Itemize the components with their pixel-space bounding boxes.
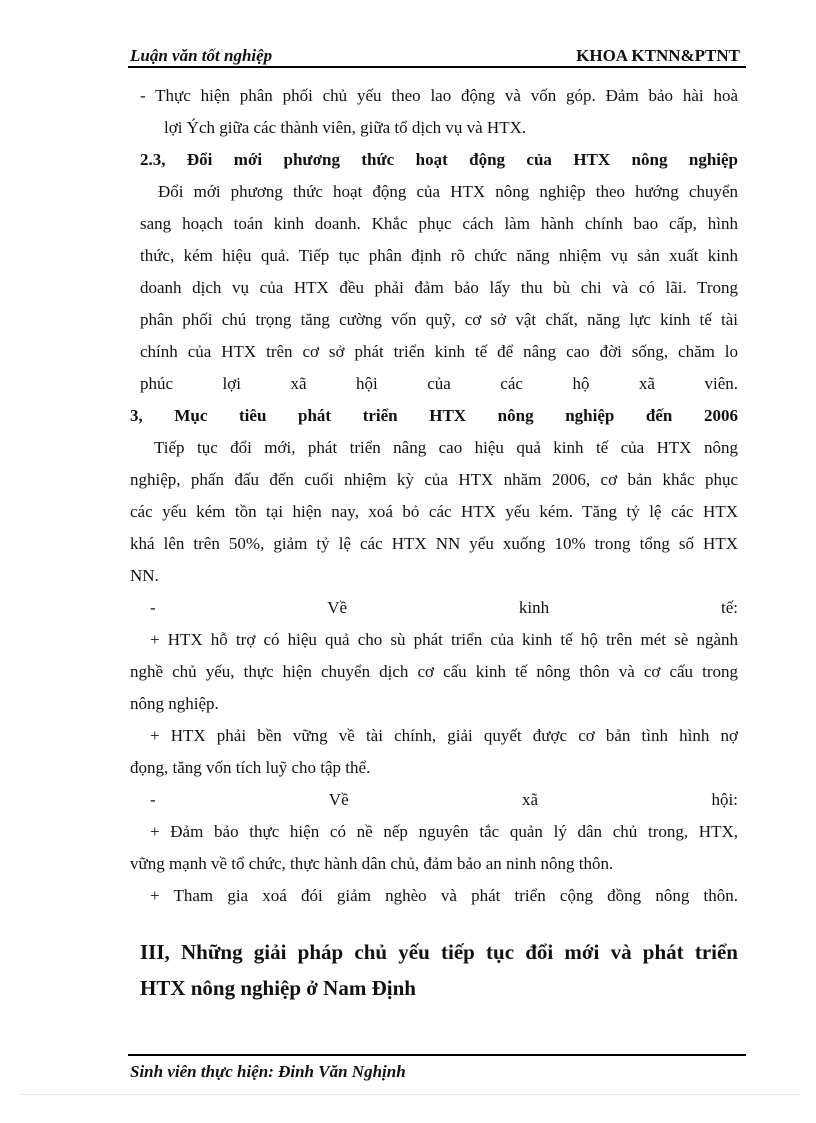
paragraph-line: Tiếp tục đổi mới, phát triển nâng cao hiệu quả kinh tế của HTX nông: [154, 438, 738, 457]
section-heading-III: III, Những giải pháp chủ yếu tiếp tục đổi mới và phát triển: [140, 940, 738, 964]
subheading-economy: - Về kinh tế:: [150, 598, 738, 617]
subheading-society: - Về xã hội:: [150, 790, 738, 809]
paragraph-line: vững mạnh về tổ chức, thực hành dân chủ, đảm bảo an ninh nông thôn.: [130, 854, 614, 873]
paragraph-line: thức, kém hiệu quả. Tiếp tục phân định rõ chức năng nhiệm vụ sản xuất kinh: [140, 246, 738, 265]
section-heading-2-3: 2.3, Đổi mới phương thức hoạt động của HTX nông nghiệp: [140, 150, 738, 169]
paragraph-line: nông nghiệp.: [130, 694, 219, 713]
paragraph-line: chính của HTX trên cơ sở phát triển kinh tế để nâng cao đời sống, chăm lo: [140, 342, 738, 361]
section-heading-III-cont: HTX nông nghiệp ở Nam Định: [140, 976, 416, 1000]
paragraph-line: đọng, tăng vốn tích luỹ cho tập thể.: [130, 758, 371, 777]
paragraph-line: phúc lợi xã hội của các hộ xã viên.: [140, 374, 738, 393]
paragraph-line: + HTX phải bền vững về tài chính, giải quyết được cơ bản tình hình nợ: [150, 726, 738, 745]
paragraph-line: + Đảm bảo thực hiện có nề nếp nguyên tắc quản lý dân chủ trong, HTX,: [150, 822, 738, 841]
paragraph-line: + Tham gia xoá đói giảm nghèo và phát triển cộng đồng nông thôn.: [150, 886, 738, 905]
footer-dotted-rule: [20, 1094, 800, 1095]
page-footer: [128, 1054, 746, 1081]
paragraph-line: phân phối chú trọng tăng cường vốn quỹ, cơ sở vật chất, năng lực kinh tế tài: [140, 310, 738, 329]
bullet-line-cont: lợi Ých giữa các thành viên, giữa tổ dịch vụ và HTX.: [164, 118, 527, 137]
header-thesis-label: Luận văn tốt nghiệp: [130, 46, 273, 65]
footer-author: Sinh viên thực hiện: Đinh Văn Nghịnh: [130, 1062, 406, 1081]
section-heading-3: 3, Mục tiêu phát triển HTX nông nghiệp đến 2006: [130, 406, 738, 425]
paragraph-line: NN.: [130, 566, 159, 585]
header-faculty-label: KHOA KTNN&PTNT: [576, 46, 740, 65]
document-body: [130, 80, 738, 1006]
paragraph-line: doanh dịch vụ của HTX đều phải đảm bảo lấy thu bù chi và có lãi. Trong: [140, 278, 738, 297]
paragraph-line: nghiệp, phấn đấu đến cuối nhiệm kỳ của HTX nhăm 2006, cơ bản khắc phục: [130, 470, 738, 489]
paragraph-line: các yếu kém tồn tại hiện nay, xoá bỏ các HTX yếu kém. Tăng tỷ lệ các HTX: [130, 502, 738, 521]
page-header: [128, 44, 746, 68]
paragraph-line: sang hoạch toán kinh doanh. Khắc phục cách làm hành chính bao cấp, hình: [140, 214, 738, 233]
paragraph-line: + HTX hỗ trợ có hiệu quả cho sù phát triển của kinh tế hộ trên mét sè ngành: [150, 630, 738, 649]
bullet-line: - Thực hiện phân phối chủ yếu theo lao động và vốn góp. Đảm bảo hài hoà: [140, 86, 738, 105]
paragraph-line: Đổi mới phương thức hoạt động của HTX nông nghiệp theo hướng chuyển: [158, 182, 738, 201]
paragraph-line: khá lên trên 50%, giảm tỷ lệ các HTX NN yếu xuống 10% trong tổng số HTX: [130, 534, 738, 553]
paragraph-line: nghề chủ yếu, thực hiện chuyển dịch cơ cấu kinh tế nông thôn và cơ cấu trong: [130, 662, 738, 681]
